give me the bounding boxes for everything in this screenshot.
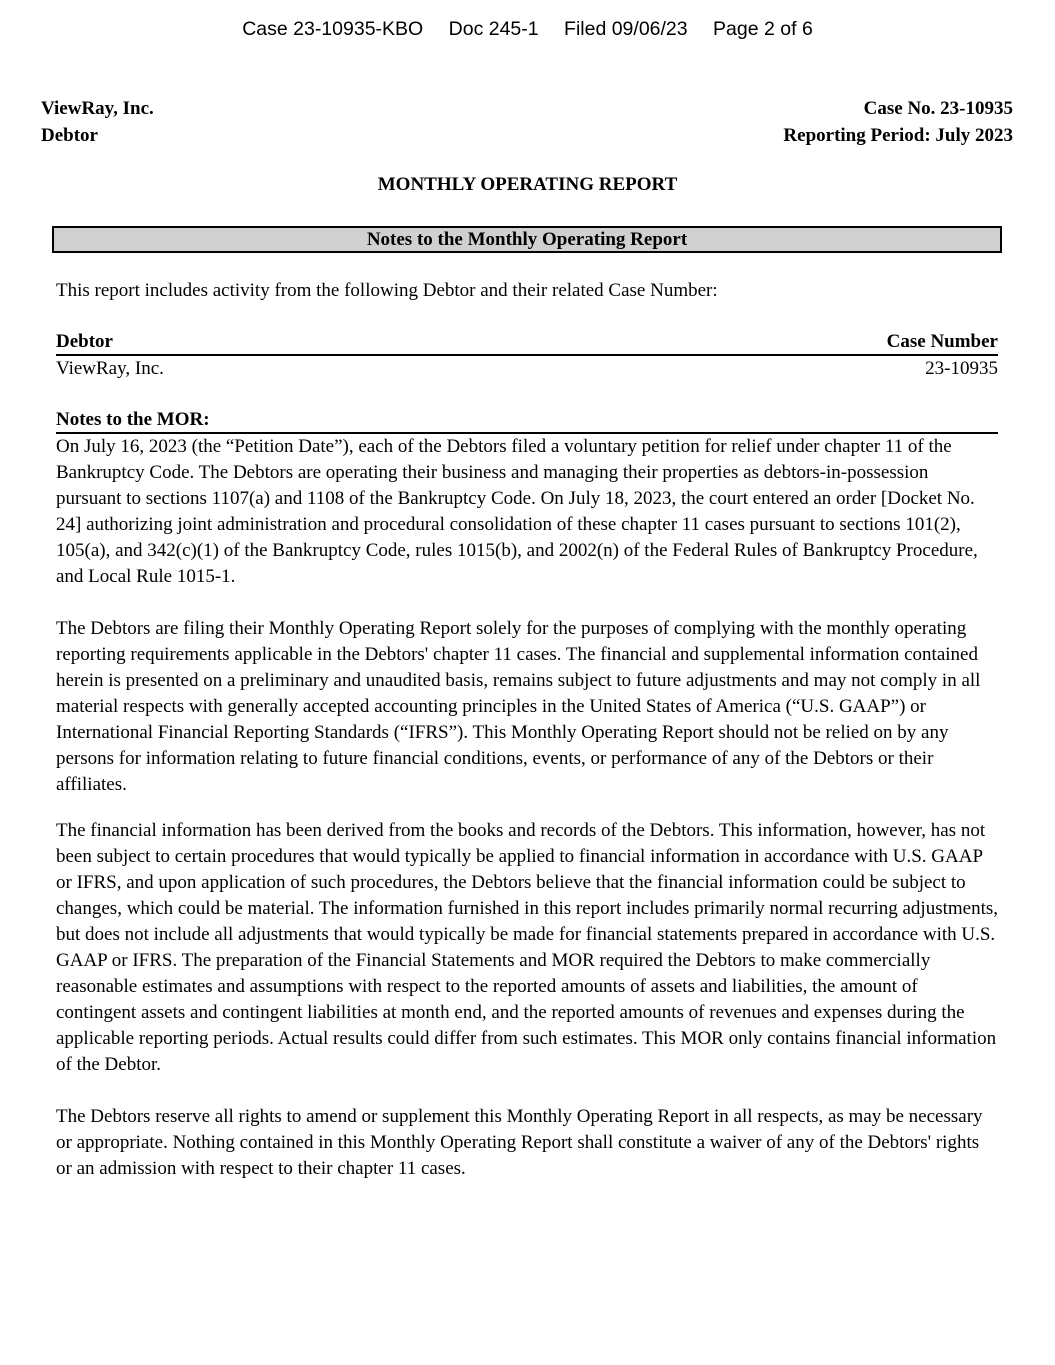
debtor-role: Debtor: [41, 125, 98, 146]
intro-text: This report includes activity from the following Debtor and their related Case Number:: [56, 280, 718, 301]
court-filing-header: [0, 18, 1055, 41]
filed-date: Filed 09/06/23: [564, 18, 688, 40]
page-number: Page 2 of 6: [713, 18, 813, 40]
header-debtor: Debtor: [56, 331, 113, 352]
notes-banner: Notes to the Monthly Operating Report: [52, 226, 1002, 253]
doc-number: Doc 245-1: [448, 18, 539, 40]
case-block: [783, 95, 1013, 149]
paragraph-reservation: The Debtors reserve all rights to amend or supplement this Monthly Operating Report in all respects, as may be necessary or appropriate. Nothing contained in this Monthly Operating Report shall constitute a waiver of any of the Debtors' rights or an admission with respect to their chapter 11 cases.: [56, 1106, 983, 1179]
paragraph-petition: On July 16, 2023 (the “Petition Date”), each of the Debtors filed a voluntary petition for relief under chapter 11 of the Bankruptcy Code. The Debtors are operating their business and managing their properties as debtors-in-possession pursuant to sections 1107(a) and 1108 of the Bankruptcy Code. On July 18, 2023, the court entered an order [Docket No. 24] authorizing joint administration and procedural consolidation of these chapter 11 cases pursuant to sections 101(2), 105(a), and 342(c)(1) of the Bankruptcy Code, rules 1015(b), and 2002(n) of the Federal Rules of Bankruptcy Procedure, and Local Rule 1015-1.: [56, 436, 978, 587]
cell-case-number: 23-10935: [925, 358, 998, 379]
paragraph-financial-info: The financial information has been derived from the books and records of the Debtors. This information, however, has not been subject to certain procedures that would typically be applied to financial information in accordance with U.S. GAAP or IFRS, and upon application of such procedures, the Debtors believe that the financial information could be subject to changes, which could be material. The information furnished in this report includes primarily normal recurring adjustments, but does not include all adjustments that would typically be made for financial statements prepared in accordance with U.S. GAAP or IFRS. The preparation of the Financial Statements and MOR required the Debtors to make commercially reasonable estimates and assumptions with respect to the reported amounts of assets and liabilities, the amount of contingent assets and contingent liabilities at month end, and the reported amounts of revenues and expenses during the applicable reporting periods. Actual results could differ from such estimates. This MOR only contains financial information of the Debtor.: [56, 820, 999, 1075]
report-body: [56, 278, 998, 1182]
table-header: [56, 330, 998, 356]
case-id: Case 23-10935-KBO: [242, 18, 424, 40]
header-case-number: Case Number: [886, 331, 998, 352]
case-number: Case No. 23-10935: [863, 98, 1013, 119]
debtor-block: [41, 95, 154, 149]
page-title: MONTHLY OPERATING REPORT: [377, 174, 678, 195]
cell-debtor: ViewRay, Inc.: [56, 358, 164, 379]
paragraph-purpose: The Debtors are filing their Monthly Operating Report solely for the purposes of complying with the monthly operating reporting requirements applicable in the Debtors' chapter 11 cases. The financial and supplemental information contained herein is presented on a preliminary and unaudited basis, remains subject to future adjustments and may not comply in all material respects with generally accepted accounting principles in the United States of America (“U.S. GAAP”) or International Financial Reporting Standards (“IFRS”). This Monthly Operating Report should not be relied on by any persons for information relating to future financial conditions, events, or performance of any of the Debtors or their affiliates.: [56, 618, 981, 795]
notes-heading: Notes to the MOR:: [56, 408, 998, 434]
debtor-name: ViewRay, Inc.: [41, 98, 154, 119]
reporting-period: Reporting Period: July 2023: [783, 125, 1013, 146]
debtor-table: [56, 330, 998, 382]
table-row: [56, 356, 998, 382]
